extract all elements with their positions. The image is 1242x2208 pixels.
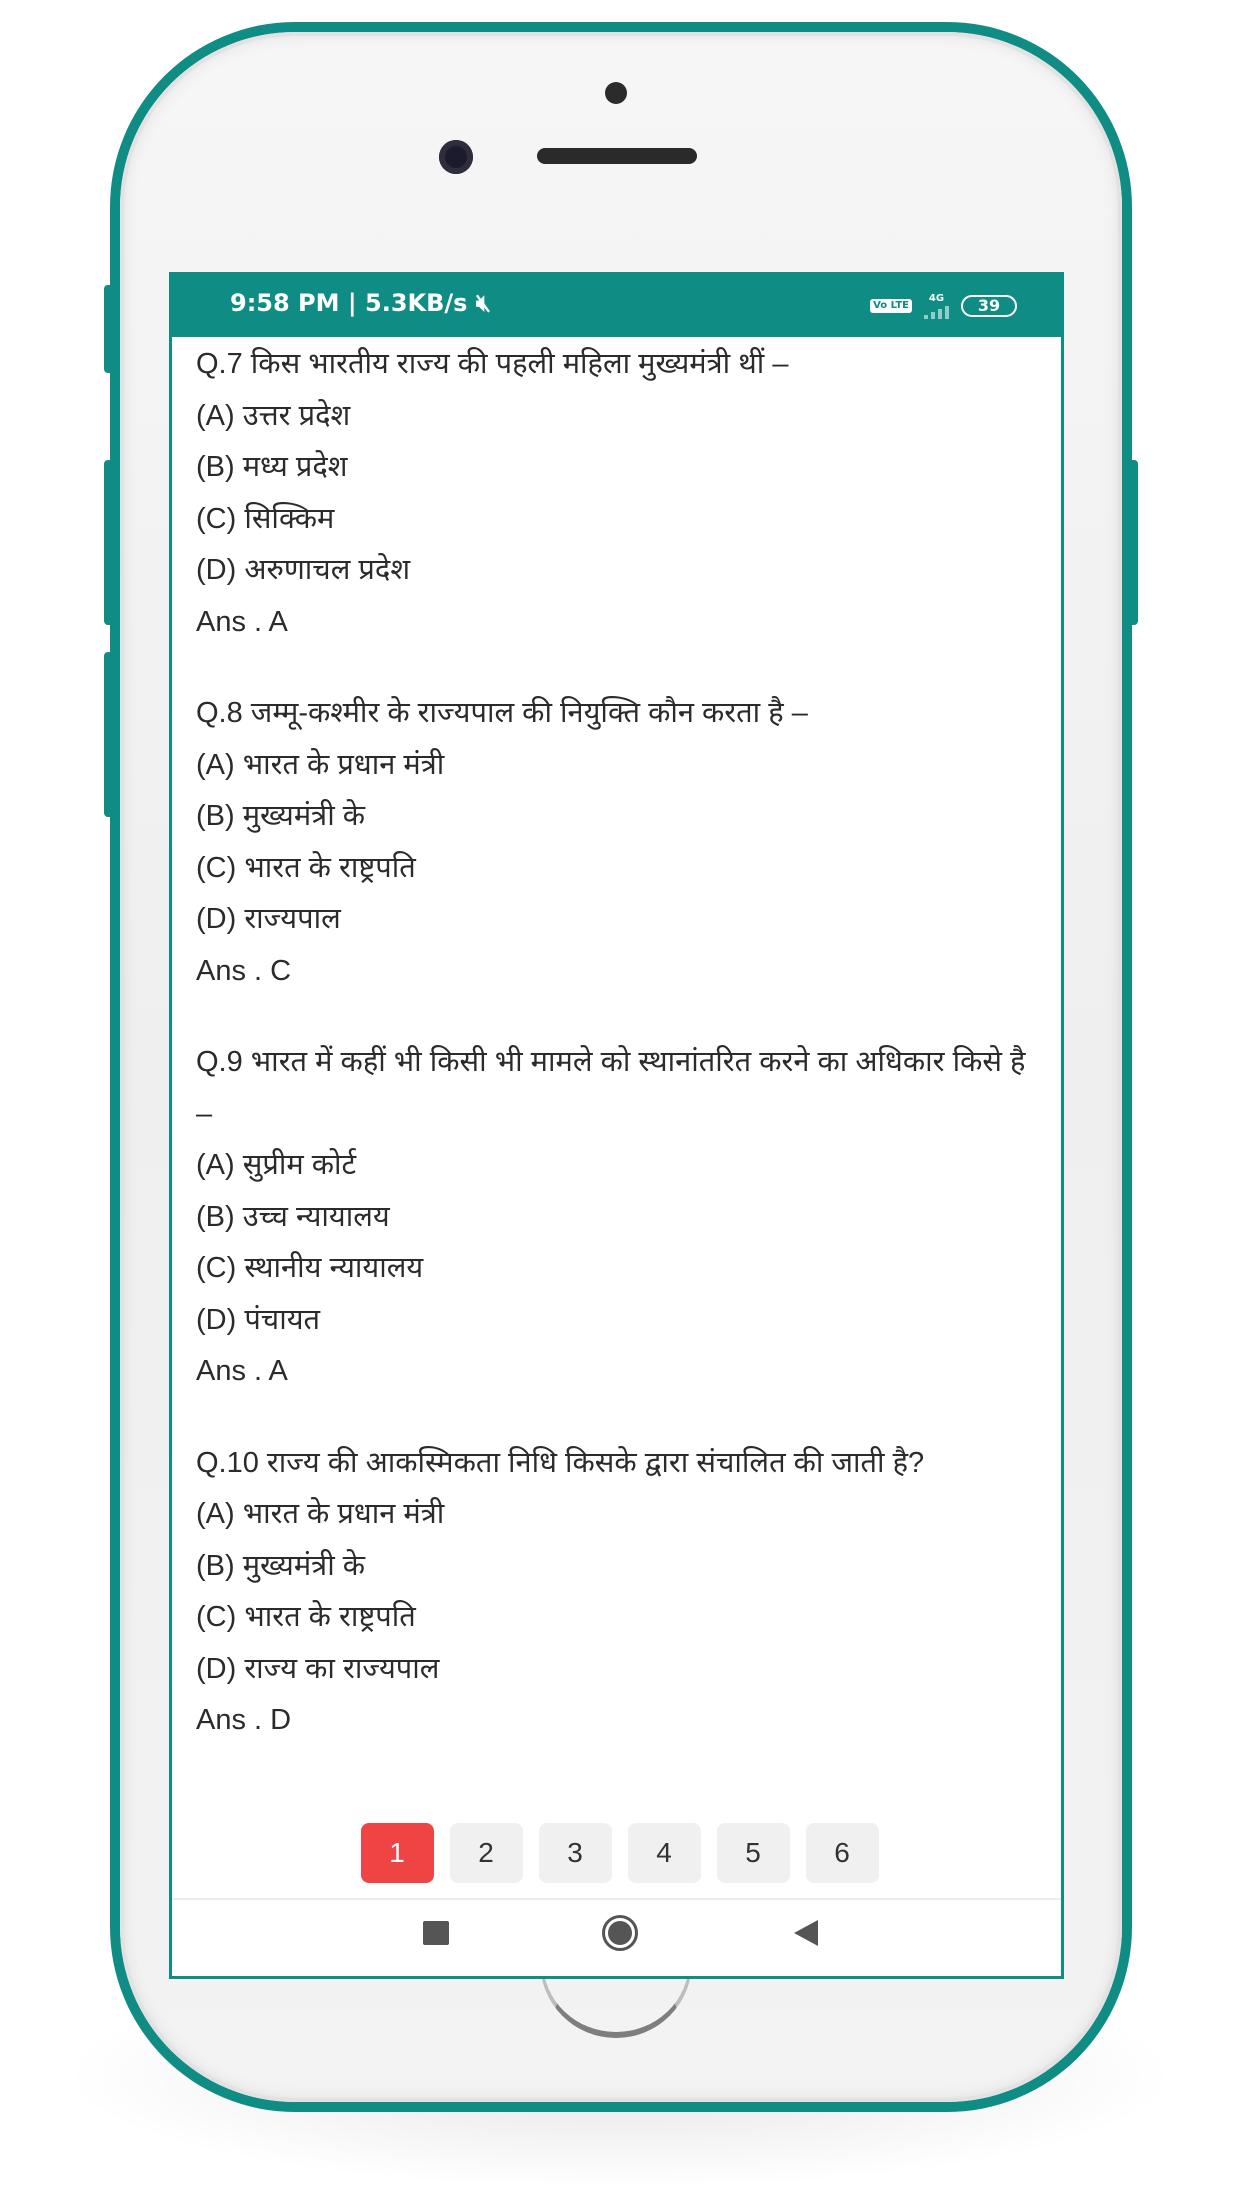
answer-text: Ans . A: [196, 605, 288, 638]
question-block: [196, 1438, 1047, 1747]
phone-screen: [169, 272, 1064, 1979]
nav-divider: [172, 1898, 1061, 1900]
option-text: (C) भारत के राष्ट्रपति: [196, 1601, 416, 1633]
option-text: (B) उच्च न्यायालय: [196, 1200, 390, 1233]
page-button-6[interactable]: 6: [806, 1823, 879, 1883]
question-block: [196, 339, 1047, 648]
option-text: (B) मुख्यमंत्री के: [196, 1549, 366, 1582]
quiz-content: [196, 339, 1047, 1787]
status-time: 9:58 PM | 5.3KB/s 🔇︎: [230, 289, 491, 317]
signal-icon: [924, 294, 949, 319]
question-text: Q.8 जम्मू-कश्मीर के राज्यपाल की नियुक्ति कौन करता है –: [196, 697, 808, 729]
recent-apps-icon[interactable]: [423, 1921, 449, 1945]
question-block: [196, 1037, 1047, 1398]
power-button: [1126, 460, 1138, 625]
network-type: 4G: [928, 292, 945, 304]
proximity-sensor: [605, 82, 627, 104]
status-icons: [870, 289, 1017, 323]
volume-down-button: [104, 652, 116, 817]
question-text: Q.9 भारत में कहीं भी किसी भी मामले को स्थानांतरित करने का अधिकार किसे है –: [196, 1046, 1026, 1130]
option-text: (B) मध्य प्रदेश: [196, 451, 348, 483]
option-text: (D) राज्यपाल: [196, 903, 341, 935]
navigation-bar: [172, 1901, 1061, 1979]
option-text: (C) स्थानीय न्यायालय: [196, 1252, 424, 1284]
status-bar: [172, 275, 1061, 337]
option-text: (D) अरुणाचल प्रदेश: [196, 554, 411, 586]
back-icon[interactable]: [794, 1920, 818, 1946]
mute-notification-icon: 🔇︎: [475, 289, 491, 317]
pagination: [172, 1823, 1061, 1883]
option-text: (C) सिक्किम: [196, 502, 335, 535]
page-button-2[interactable]: 2: [450, 1823, 523, 1883]
volte-icon: Vo LTE: [870, 299, 912, 313]
question-block: [196, 688, 1047, 997]
question-text: Q.7 किस भारतीय राज्य की पहली महिला मुख्यमंत्री थीं –: [196, 348, 789, 380]
option-text: (A) सुप्रीम कोर्ट: [196, 1149, 357, 1181]
option-text: (A) भारत के प्रधान मंत्री: [196, 748, 445, 781]
option-text: (B) मुख्यमंत्री के: [196, 800, 366, 832]
option-text: (D) राज्य का राज्यपाल: [196, 1652, 440, 1685]
answer-text: Ans . D: [196, 1704, 292, 1736]
front-camera: [439, 140, 473, 174]
mute-switch: [104, 285, 116, 373]
volume-up-button: [104, 460, 116, 625]
page-button-1[interactable]: 1: [361, 1823, 434, 1883]
answer-text: Ans . C: [196, 954, 292, 987]
option-text: (D) पंचायत: [196, 1303, 321, 1336]
option-text: (A) उत्तर प्रदेश: [196, 399, 351, 432]
question-text: Q.10 राज्य की आकस्मिकता निधि किसके द्वारा संचालित की जाती है?: [196, 1446, 925, 1479]
option-text: (A) भारत के प्रधान मंत्री: [196, 1498, 445, 1530]
battery-icon: 39: [961, 295, 1017, 317]
earpiece-speaker: [537, 148, 697, 164]
home-icon[interactable]: [602, 1915, 638, 1951]
answer-text: Ans . A: [196, 1355, 288, 1387]
page-button-5[interactable]: 5: [717, 1823, 790, 1883]
option-text: (C) भारत के राष्ट्रपति: [196, 851, 416, 884]
page-button-3[interactable]: 3: [539, 1823, 612, 1883]
page-button-4[interactable]: 4: [628, 1823, 701, 1883]
